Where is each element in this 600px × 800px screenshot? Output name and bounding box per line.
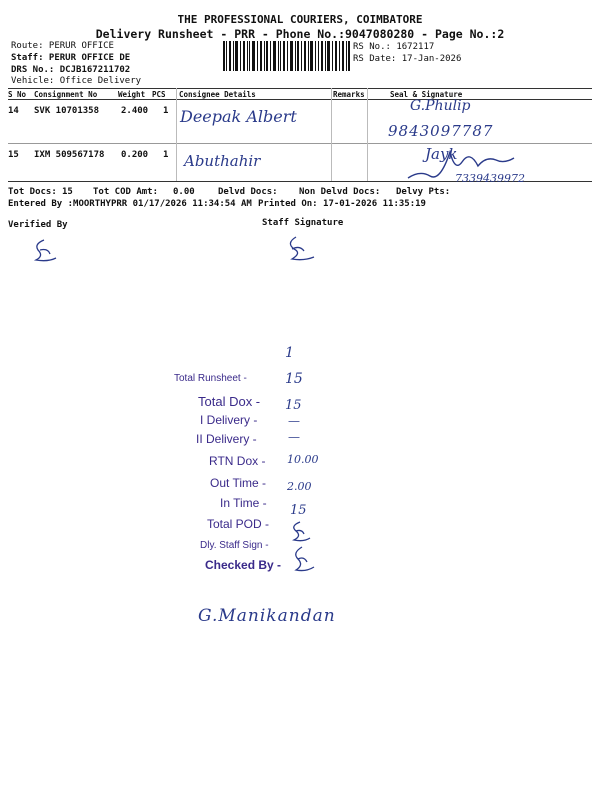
stamp-checked-initials: [286, 543, 316, 575]
col-divider: [367, 88, 368, 181]
drs-number: DRS No.: DCJB167211702: [11, 65, 131, 75]
stamp-total-pod-value: 15: [290, 503, 307, 518]
delvd-docs-label: Delvd Docs:: [218, 187, 278, 197]
staff-text: Staff: PERUR OFFICE DE: [11, 53, 131, 63]
col-header-seal: Seal & Signature: [390, 90, 463, 99]
col-divider: [176, 88, 177, 181]
vehicle-text: Vehicle: Office Delivery: [11, 76, 142, 86]
col-header-sno: S No: [8, 90, 27, 99]
consignee-handwritten: Deepak Albert: [180, 107, 297, 126]
stamp-rtn-dox-value: 10.00: [287, 453, 319, 466]
table-top-border: [8, 88, 592, 89]
printed-on: Printed On: 17-01-2026 11:35:19: [258, 199, 426, 209]
row-pcs: 1: [163, 150, 169, 160]
table-header-border: [8, 99, 592, 100]
verified-initials: [28, 236, 60, 264]
barcode-graphic: [223, 41, 350, 71]
entered-by: Entered By :MOORTHYPRR 01/17/2026 11:34:54 AM: [8, 199, 252, 209]
row-pcs: 1: [163, 106, 169, 116]
stamp-out-time-label: Out Time -: [210, 476, 267, 490]
rs-number: RS No.: 1672117: [353, 42, 435, 52]
row-sno: 15: [8, 150, 19, 160]
tot-cod-value: 0.00: [173, 187, 195, 197]
row-weight: 2.400: [121, 106, 149, 116]
stamp-total-runsheet-value: 15: [285, 371, 303, 387]
stamp-ii-delivery-label: II Delivery -: [196, 432, 257, 446]
staff-initials: [282, 233, 316, 263]
non-delvd-docs-label: Non Delvd Docs:: [299, 187, 381, 197]
stamp-top-number: 1: [285, 345, 294, 361]
row-consignment: IXM 509567178: [34, 150, 105, 160]
consignee-handwritten: Abuthahir: [184, 152, 261, 170]
stamp-out-time-value: 2.00: [287, 480, 312, 493]
rs-date: RS Date: 17-Jan-2026: [353, 54, 462, 64]
stamp-dly-staff-sign-label: Dly. Staff Sign -: [200, 540, 269, 551]
receiver-phone: 9843097787: [388, 122, 494, 140]
delvy-pts-label: Delvy Pts:: [396, 187, 451, 197]
col-header-consignee: Consignee Details: [179, 90, 256, 99]
handwritten-name: G.Manikandan: [198, 606, 336, 626]
staff-signature-label: Staff Signature: [262, 218, 344, 228]
receiver-phone: 7339439972: [455, 172, 525, 185]
stamp-total-runsheet-label: Total Runsheet -: [174, 373, 247, 384]
tot-cod-label: Tot COD Amt:: [93, 187, 159, 197]
row-weight: 0.200: [121, 150, 149, 160]
tot-docs-label: Tot Docs:: [8, 187, 57, 197]
stamp-rtn-dox-label: RTN Dox -: [209, 454, 266, 468]
stamp-dly-sign-initials: [286, 518, 312, 544]
runsheet-subtitle: Delivery Runsheet - PRR - Phone No.:9047080280 - Page No.:2: [95, 27, 505, 41]
stamp-total-dox-label: Total Dox -: [198, 394, 261, 409]
stamp-in-time-label: In Time -: [220, 496, 267, 510]
col-header-remarks: Remarks: [333, 90, 365, 99]
col-header-pcs: PCS: [152, 90, 166, 99]
row-sno: 14: [8, 106, 19, 116]
stamp-total-pod-label: Total POD -: [207, 517, 270, 531]
stamp-total-dox-value: 15: [285, 398, 302, 413]
verified-by-label: Verified By: [8, 220, 68, 230]
company-title: THE PROFESSIONAL COURIERS, COIMBATORE: [177, 13, 423, 26]
stamp-i-delivery-value: —: [288, 414, 300, 428]
row-consignment: SVK 10701358: [34, 106, 100, 116]
col-header-weight: Weight: [118, 90, 146, 99]
stamp-i-delivery-label: I Delivery -: [200, 413, 258, 427]
col-header-consignment: Consignment No: [34, 90, 98, 99]
stamp-ii-delivery-value: —: [288, 430, 300, 444]
stamp-checked-by-label: Checked By -: [205, 558, 282, 572]
tot-docs-value: 15: [62, 187, 73, 197]
col-divider: [331, 88, 332, 181]
receiver-signature: Jayk: [425, 145, 458, 163]
route-text: Route: PERUR OFFICE: [11, 41, 114, 51]
receiver-signature: G.Phulip: [410, 98, 471, 114]
